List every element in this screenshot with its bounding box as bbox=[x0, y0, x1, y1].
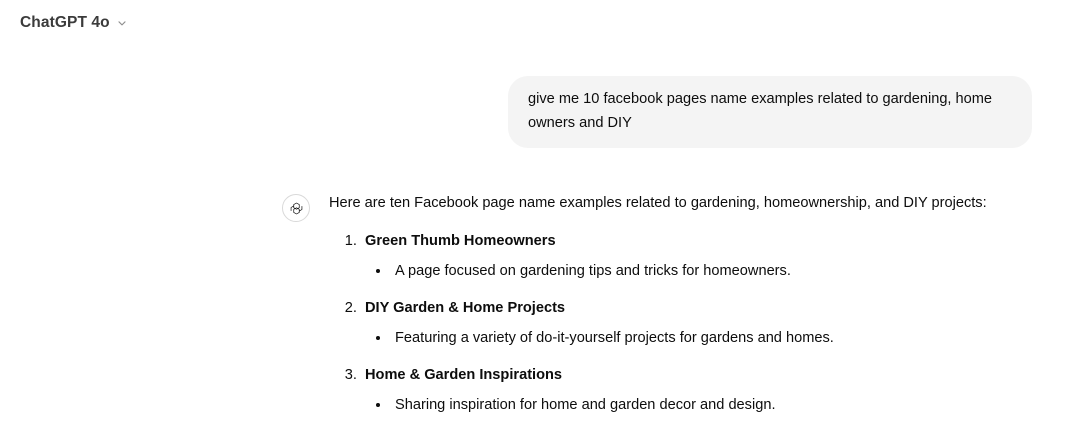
list-item-detail bbox=[391, 327, 987, 351]
assistant-intro-text: Here are ten Facebook page name examples related to gardening, homeownership, and DIY projects: bbox=[329, 195, 987, 212]
page-name-list bbox=[329, 230, 987, 418]
list-item-description: Sharing inspiration for home and garden decor and design. bbox=[395, 397, 776, 414]
openai-logo-icon bbox=[282, 194, 310, 222]
list-item bbox=[361, 230, 987, 283]
list-item-details bbox=[365, 394, 987, 418]
list-item bbox=[361, 364, 987, 417]
list-item-description: A page focused on gardening tips and tricks for homeowners. bbox=[395, 262, 791, 279]
list-item-title: Home & Garden Inspirations bbox=[365, 367, 563, 384]
model-name-label: ChatGPT 4o bbox=[20, 14, 110, 31]
list-item-detail bbox=[391, 394, 987, 418]
list-item-title: Green Thumb Homeowners bbox=[365, 232, 556, 249]
list-item bbox=[361, 297, 987, 350]
list-item-details bbox=[365, 260, 987, 284]
list-item-description: Featuring a variety of do-it-yourself projects for gardens and homes. bbox=[395, 329, 834, 346]
model-switcher-button[interactable] bbox=[18, 10, 134, 36]
chevron-down-icon bbox=[116, 17, 128, 29]
conversation-thread bbox=[0, 76, 1080, 432]
assistant-message-body bbox=[329, 192, 987, 431]
list-item-detail bbox=[391, 260, 987, 284]
list-item-details bbox=[365, 327, 987, 351]
top-header bbox=[0, 0, 1080, 46]
user-message-row bbox=[24, 76, 1056, 148]
user-message-bubble[interactable]: give me 10 facebook pages name examples related to gardening, home owners and DIY bbox=[508, 76, 1032, 148]
assistant-message-row bbox=[24, 192, 1056, 431]
list-item-title: DIY Garden & Home Projects bbox=[365, 300, 566, 317]
